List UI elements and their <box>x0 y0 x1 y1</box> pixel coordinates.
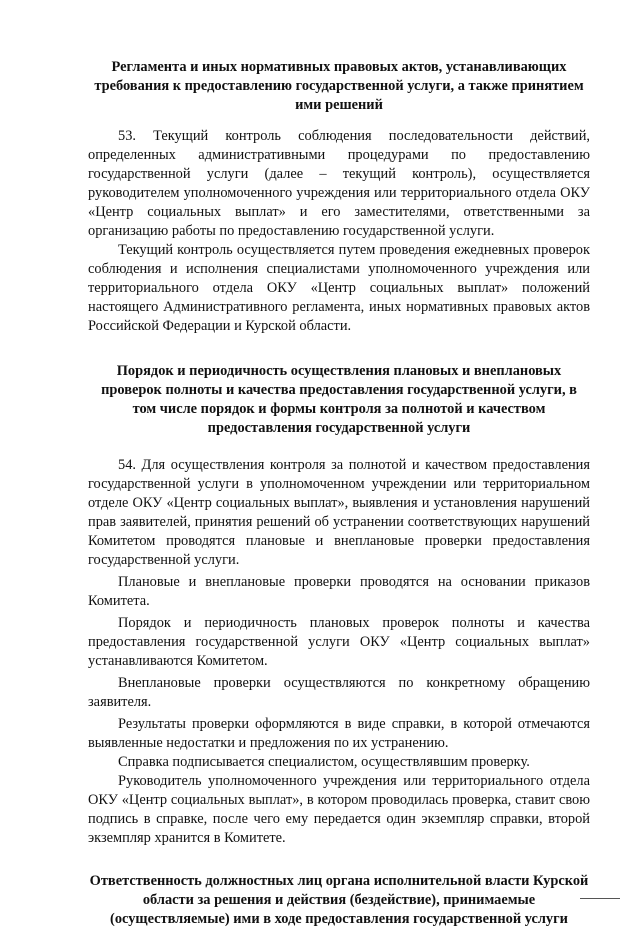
paragraph: Порядок и периодичность плановых проверок полноты и качества предоставления государственной услуги ОКУ «Центр социальных выплат» устанавливаются Комитетом. <box>88 615 590 669</box>
paragraph: Результаты проверки оформляются в виде справки, в которой отмечаются выявленные недостатки и предложения по их устранению. <box>88 716 590 751</box>
paragraph: Внеплановые проверки осуществляются по конкретному обращению заявителя. <box>88 675 590 710</box>
paragraph: Руководитель уполномоченного учреждения или территориального отдела ОКУ «Центр социальных выплат», в котором проводилась проверка, ставит свою подпись в справке, после чего ему передается один экземпляр справки, второй экземпляр хранится в Комитете. <box>88 773 590 846</box>
paragraph: 53. Текущий контроль соблюдения последовательности действий, определенных административными процедурами по предоставлению государственной услуги (далее – текущий контроль), осуществляется руководителем уполномоченного учреждения или территориального отдела ОКУ «Центр социальных выплат» и его заместителями, ответственными за организацию работы по предоставлению государственной услуги. <box>88 128 590 239</box>
paragraph: 54. Для осуществления контроля за полнотой и качеством предоставления государственной услуги в уполномоченном учреждении или территориальном отделе ОКУ «Центр социальных выплат», выявления и установления нарушений прав заявителей, принятия решений об устранении соответствующих нарушений Комитетом проводятся плановые и внеплановые проверки предоставления государственной услуги. <box>88 457 590 568</box>
document-page <box>88 58 590 929</box>
scan-edge-mark <box>580 898 620 899</box>
section-heading: Порядок и периодичность осуществления плановых и внеплановых проверок полноты и качества предоставления государственной услуги, в том числе порядок и формы контроля за полнотой и качеством предоставления государственной услуги <box>101 363 577 436</box>
paragraph: Плановые и внеплановые проверки проводятся на основании приказов Комитета. <box>88 574 590 609</box>
section-heading: Ответственность должностных лиц органа исполнительной власти Курской области за решения и действия (бездействие), принимаемые (осуществляемые) ими в ходе предоставления государственной услуги <box>89 873 589 927</box>
section-heading: Регламента и иных нормативных правовых актов, устанавливающих требования к предоставлению государственной услуги, а также принятием ими решений <box>94 59 584 113</box>
paragraph: Справка подписывается специалистом, осуществлявшим проверку. <box>118 754 530 770</box>
paragraph: Текущий контроль осуществляется путем проведения ежедневных проверок соблюдения и исполнения специалистами уполномоченного учреждения или территориального отдела ОКУ «Центр социальных выплат» положений настоящего Административного регламента, иных нормативных правовых актов Российской Федерации и Курской области. <box>88 242 590 334</box>
